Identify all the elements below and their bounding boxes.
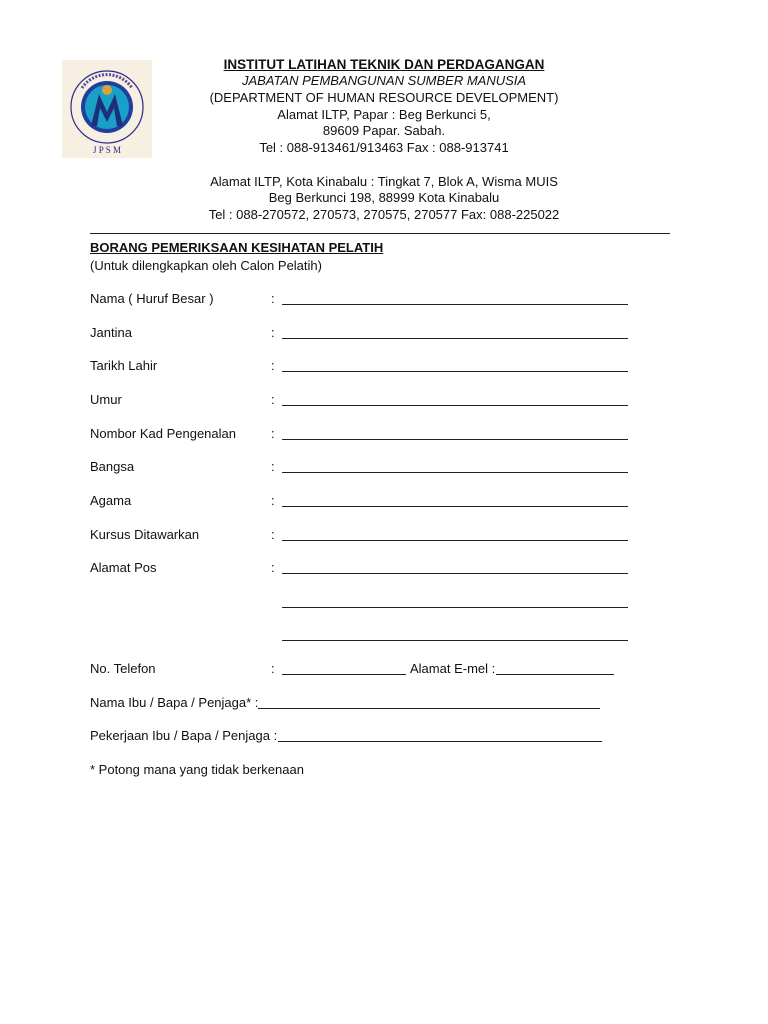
footnote: * Potong mana yang tidak berkenaan bbox=[90, 762, 304, 777]
field-label-umur: Umur bbox=[90, 392, 122, 407]
telefon-input-line[interactable] bbox=[282, 674, 406, 675]
colon: : bbox=[271, 459, 275, 474]
field-label-kursus: Kursus Ditawarkan bbox=[90, 527, 200, 542]
alamat-pos-input-line-3[interactable] bbox=[282, 640, 628, 641]
department-name-english: (DEPARTMENT OF HUMAN RESOURCE DEVELOPMENT) bbox=[209, 90, 559, 105]
form-note: (Untuk dilengkapkan oleh Calon Pelatih) bbox=[90, 258, 322, 273]
kursus-input-line[interactable] bbox=[282, 540, 628, 541]
field-label-agama: Agama bbox=[90, 493, 132, 508]
field-label-jantina: Jantina bbox=[90, 325, 132, 340]
field-label-telefon: No. Telefon bbox=[90, 661, 156, 676]
colon: : bbox=[271, 392, 275, 407]
form-title: BORANG PEMERIKSAAN KESIHATAN PELATIH bbox=[90, 240, 384, 255]
umur-input-line[interactable] bbox=[282, 405, 628, 406]
colon: : bbox=[271, 527, 275, 542]
tarikh-lahir-input-line[interactable] bbox=[282, 371, 628, 372]
agama-input-line[interactable] bbox=[282, 506, 628, 507]
field-label-bangsa: Bangsa bbox=[90, 459, 135, 474]
jantina-input-line[interactable] bbox=[282, 338, 628, 339]
address-papar-line1: Alamat ILTP, Papar : Beg Berkunci 5, bbox=[277, 107, 491, 122]
header-divider bbox=[90, 233, 670, 234]
pekerjaan-input-line[interactable] bbox=[278, 741, 602, 742]
field-label-nama: Nama ( Huruf Besar ) bbox=[90, 291, 214, 306]
field-label-emel: Alamat E-mel : bbox=[410, 661, 496, 676]
field-label-tarikh-lahir: Tarikh Lahir bbox=[90, 358, 158, 373]
field-label-kad-pengenalan: Nombor Kad Pengenalan bbox=[90, 426, 236, 441]
address-kk-line1: Alamat ILTP, Kota Kinabalu : Tingkat 7, Blok A, Wisma MUIS bbox=[210, 174, 558, 189]
colon: : bbox=[271, 291, 275, 306]
penjaga-input-line[interactable] bbox=[258, 708, 600, 709]
address-kk-line2: Beg Berkunci 198, 88999 Kota Kinabalu bbox=[268, 190, 500, 205]
field-label-pekerjaan: Pekerjaan Ibu / Bapa / Penjaga : bbox=[90, 728, 278, 743]
alamat-pos-input-line-2[interactable] bbox=[282, 607, 628, 608]
kad-pengenalan-input-line[interactable] bbox=[282, 439, 628, 440]
alamat-pos-input-line-1[interactable] bbox=[282, 573, 628, 574]
logo-letters: J P S M bbox=[93, 145, 121, 155]
telfax-papar: Tel : 088-913461/913463 Fax : 088-913741 bbox=[259, 140, 509, 155]
field-label-alamat-pos: Alamat Pos bbox=[90, 560, 157, 575]
colon: : bbox=[271, 493, 275, 508]
bangsa-input-line[interactable] bbox=[282, 472, 628, 473]
nama-input-line[interactable] bbox=[282, 304, 628, 305]
department-name-malay: JABATAN PEMBANGUNAN SUMBER MANUSIA bbox=[241, 73, 527, 88]
colon: : bbox=[271, 426, 275, 441]
emel-input-line[interactable] bbox=[496, 674, 614, 675]
address-papar-line2: 89609 Papar. Sabah. bbox=[322, 123, 446, 138]
field-label-penjaga: Nama Ibu / Bapa / Penjaga* : bbox=[90, 695, 259, 710]
colon: : bbox=[271, 325, 275, 340]
institute-title: INSTITUT LATIHAN TEKNIK DAN PERDAGANGAN bbox=[223, 57, 545, 72]
colon: : bbox=[271, 560, 275, 575]
colon: : bbox=[271, 661, 275, 676]
telfax-kota-kinabalu: Tel : 088-270572, 270573, 270575, 270577 Fax: 088-225022 bbox=[208, 207, 560, 222]
colon: : bbox=[271, 358, 275, 373]
